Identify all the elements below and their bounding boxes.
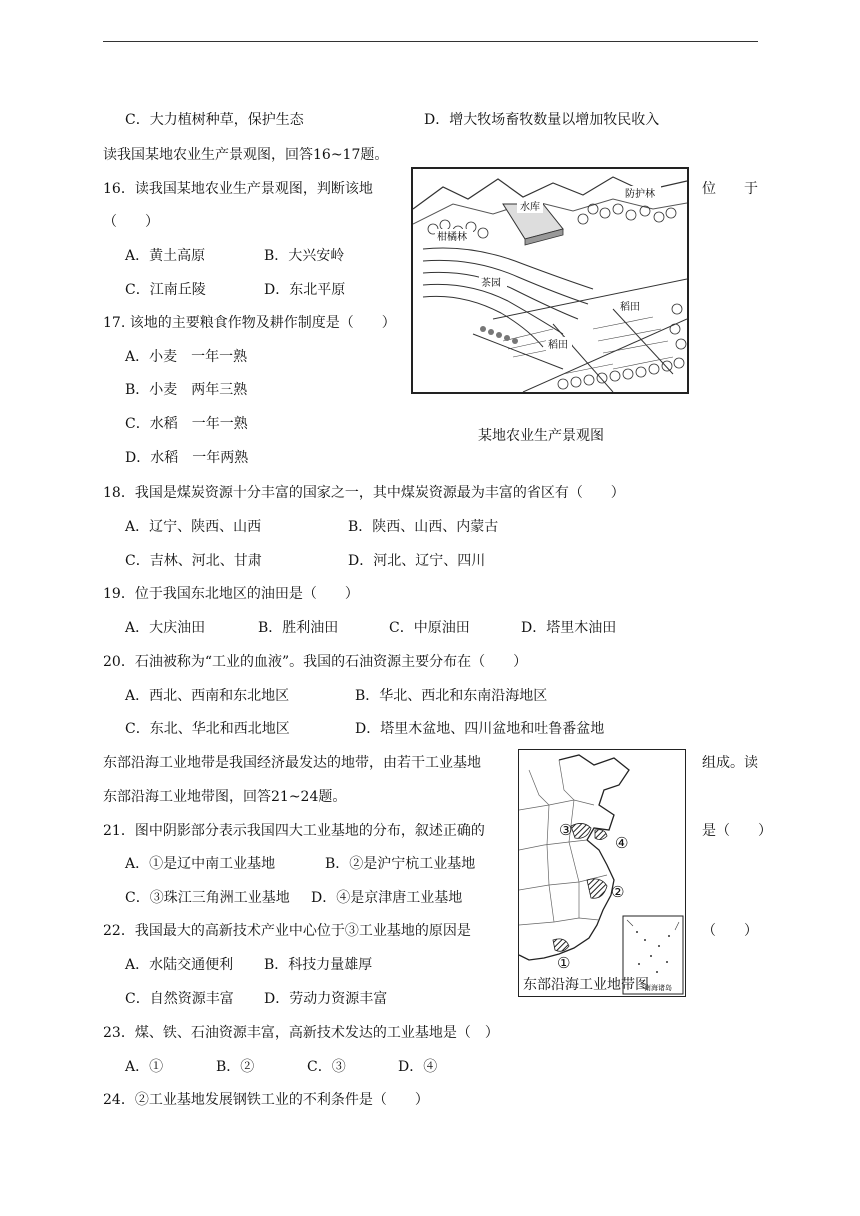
q17-option-c: C．水稻 一年一熟 bbox=[125, 416, 248, 432]
q16-stem: 16．读我国某地农业生产景观图，判断该地 bbox=[103, 181, 373, 197]
q22-option-d: D．劳动力资源丰富 bbox=[264, 991, 388, 1007]
q20-option-b: B．华北、西北和东南沿海地区 bbox=[355, 688, 548, 704]
q18-option-d: D．河北、辽宁、四川 bbox=[348, 553, 486, 569]
farm-landscape-drawing bbox=[413, 169, 687, 392]
q18-option-a: A．辽宁、陕西、山西 bbox=[125, 519, 262, 535]
q17-stem: 17. 该地的主要粮食作物及耕作制度是（ ） bbox=[103, 315, 396, 331]
q19-stem: 19．位于我国东北地区的油田是（ ） bbox=[103, 586, 359, 602]
q17-option-d: D．水稻 一年两熟 bbox=[125, 450, 249, 466]
label-tea-garden: 茶园 bbox=[481, 278, 501, 289]
q22-option-a: A．水陆交通便利 bbox=[125, 957, 234, 973]
inset-label: 南海诸岛 bbox=[644, 984, 672, 992]
q20-option-a: A．西北、西南和东北地区 bbox=[125, 688, 290, 704]
q20-option-d: D．塔里木盆地、四川盆地和吐鲁番盆地 bbox=[355, 721, 605, 737]
q21-option-a: A．①是辽中南工业基地 bbox=[125, 856, 276, 872]
q19-option-d: D．塔里木油田 bbox=[521, 620, 617, 636]
marker-2: ② bbox=[611, 883, 625, 901]
intro-21-24-c: 东部沿海工业地带图，回答21~24题。 bbox=[103, 789, 347, 805]
q16-answer-paren: （ ） bbox=[103, 214, 159, 230]
q22-option-c: C．自然资源丰富 bbox=[125, 991, 234, 1007]
farm-landscape-figure bbox=[411, 167, 689, 394]
q16-option-a: A．黄土高原 bbox=[125, 248, 206, 264]
marker-1: ① bbox=[557, 954, 571, 972]
q15-option-d: D．增大牧场畜牧数量以增加牧民收入 bbox=[424, 112, 660, 128]
label-citrus-grove: 柑橘林 bbox=[437, 232, 467, 243]
q19-option-c: C．中原油田 bbox=[389, 620, 470, 636]
q22-stem: 22．我国最大的高新技术产业中心位于③工业基地的原因是 bbox=[103, 923, 471, 939]
q18-stem: 18．我国是煤炭资源十分丰富的国家之一，其中煤炭资源最为丰富的省区有（ ） bbox=[103, 485, 625, 501]
intro-21-24-b: 组成。读 bbox=[702, 755, 758, 771]
east-coast-industry-map bbox=[518, 749, 686, 997]
header-rule bbox=[103, 41, 758, 42]
q16-option-b: B．大兴安岭 bbox=[264, 248, 345, 264]
label-paddy-field-2: 稻田 bbox=[548, 340, 568, 351]
label-shelter-forest: 防护林 bbox=[625, 189, 655, 200]
q19-option-a: A．大庆油田 bbox=[125, 620, 206, 636]
q17-option-b: B．小麦 两年三熟 bbox=[125, 382, 248, 398]
q21-option-d: D．④是京津唐工业基地 bbox=[311, 890, 463, 906]
q23-stem: 23．煤、铁、石油资源丰富，高新技术发达的工业基地是（ ） bbox=[103, 1025, 499, 1041]
q23-option-a: A．① bbox=[125, 1059, 164, 1075]
q16-option-d: D．东北平原 bbox=[264, 282, 346, 298]
q21-option-b: B．②是沪宁杭工业基地 bbox=[325, 856, 476, 872]
q23-option-d: D．④ bbox=[398, 1059, 438, 1075]
marker-4: ④ bbox=[615, 834, 629, 852]
q15-option-c: C．大力植树种草，保护生态 bbox=[125, 112, 304, 128]
q20-option-c: C．东北、华北和西北地区 bbox=[125, 721, 290, 737]
q22-stem-tail: （ ） bbox=[702, 923, 758, 939]
q20-stem: 20．石油被称为“工业的血液”。我国的石油资源主要分布在（ ） bbox=[103, 654, 528, 670]
q24-stem: 24．②工业基地发展钢铁工业的不利条件是（ ） bbox=[103, 1092, 429, 1108]
q18-option-b: B．陕西、山西、内蒙古 bbox=[348, 519, 499, 535]
q23-option-b: B．② bbox=[216, 1059, 255, 1075]
east-coast-map-drawing bbox=[519, 750, 685, 996]
marker-3: ③ bbox=[559, 821, 573, 839]
q16-stem-tail-a: 位 bbox=[702, 181, 716, 197]
figure2-caption: 东部沿海工业地带图 bbox=[523, 977, 649, 993]
label-reservoir: 水库 bbox=[520, 202, 540, 213]
q21-stem-tail: 是（ ） bbox=[702, 823, 772, 839]
q22-option-b: B．科技力量雄厚 bbox=[264, 957, 373, 973]
q19-option-b: B．胜利油田 bbox=[258, 620, 339, 636]
q16-option-c: C．江南丘陵 bbox=[125, 282, 206, 298]
intro-21-24-a: 东部沿海工业地带是我国经济最发达的地带，由若干工业基地 bbox=[103, 755, 481, 771]
q18-option-c: C．吉林、河北、甘肃 bbox=[125, 553, 262, 569]
q17-option-a: A．小麦 一年一熟 bbox=[125, 349, 248, 365]
q21-stem: 21．图中阴影部分表示我国四大工业基地的分布，叙述正确的 bbox=[103, 823, 485, 839]
label-paddy-field-1: 稻田 bbox=[620, 302, 640, 313]
q16-stem-tail-b: 于 bbox=[744, 181, 758, 197]
q21-option-c: C．③珠江三角洲工业基地 bbox=[125, 890, 290, 906]
intro-16-17: 读我国某地农业生产景观图，回答16~17题。 bbox=[103, 147, 389, 163]
q23-option-c: C．③ bbox=[307, 1059, 346, 1075]
figure1-caption: 某地农业生产景观图 bbox=[478, 428, 604, 444]
